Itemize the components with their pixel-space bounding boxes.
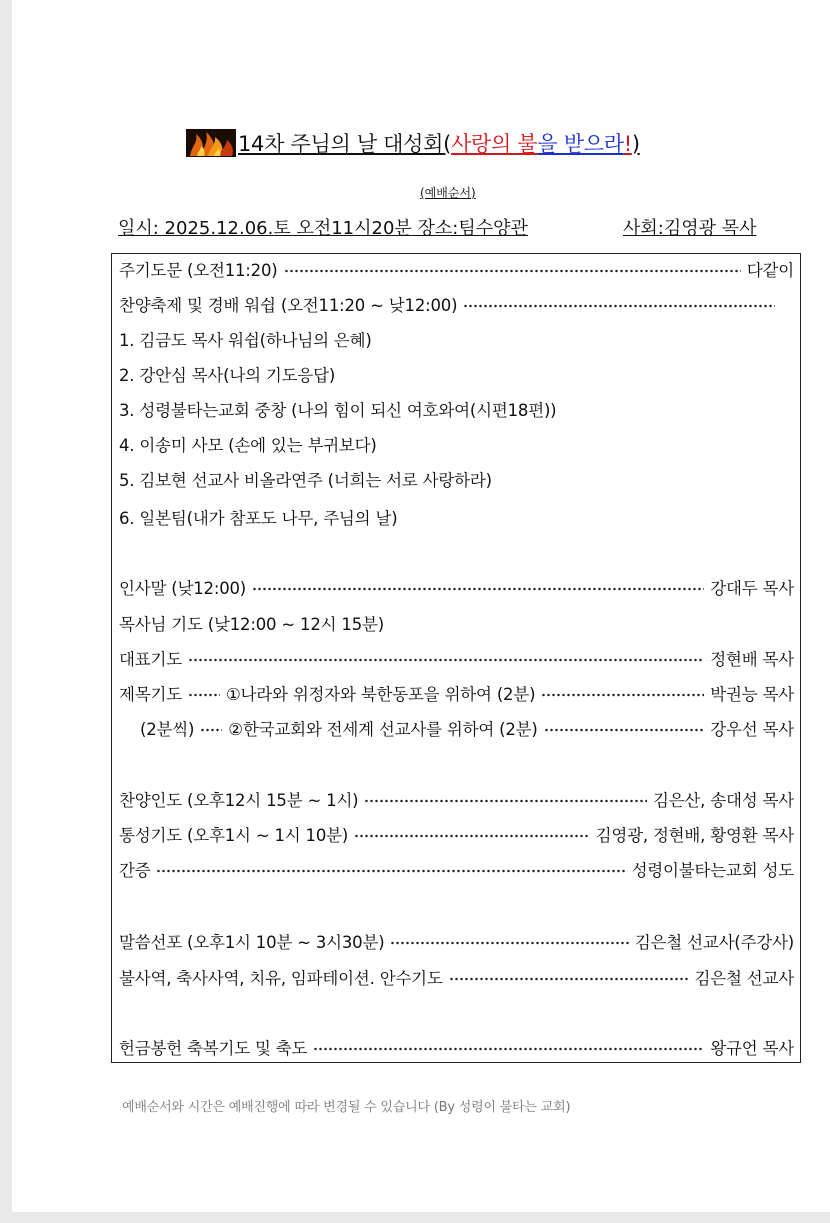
item-text: 6. 일본팀(내가 참포도 나무, 주님의 날) — [119, 509, 398, 528]
title-open-paren: ( — [443, 132, 452, 156]
item-leader: 강우선 목사 — [710, 720, 794, 739]
program-line — [119, 431, 794, 461]
program-line — [119, 291, 781, 321]
bottom-margin — [0, 1212, 830, 1223]
program-line — [119, 680, 794, 710]
item-mid: ②한국교회와 전세계 선교사를 위하여 (2분) — [228, 720, 538, 739]
item-leader: 정현배 목사 — [710, 650, 794, 669]
leader-dots — [354, 832, 590, 840]
item-leader: 다같이 — [746, 261, 794, 280]
leader-dots — [200, 726, 222, 734]
title-blue-text: 을 받으라 — [537, 132, 624, 156]
title-main: 14차 주님의 날 대성회 — [238, 132, 444, 156]
item-text: 찬양인도 (오후12시 15분 ~ 1시) — [119, 791, 359, 810]
program-line — [119, 786, 794, 816]
leader-dots — [252, 585, 704, 593]
item-leader: 왕규언 목사 — [710, 1039, 794, 1058]
item-text: 불사역, 축사사역, 치유, 임파테이션. 안수기도 — [119, 969, 443, 988]
fire-logo-icon — [186, 129, 236, 157]
program-line — [119, 326, 794, 356]
program-line — [119, 856, 794, 886]
item-text: 통성기도 (오후1시 ~ 1시 10분) — [119, 826, 349, 845]
leader-dots — [188, 691, 220, 699]
item-mid: ①나라와 위정자와 북한동포을 위하여 (2분) — [225, 685, 536, 704]
program-line — [140, 715, 794, 745]
item-text: 헌금봉헌 축복기도 및 축도 — [119, 1039, 308, 1058]
item-leader: 김은산, 송대성 목사 — [652, 791, 794, 810]
leader-dots — [188, 656, 704, 664]
item-text: 말씀선포 (오후1시 10분 ~ 3시30분) — [119, 933, 385, 952]
item-text: 간증 — [119, 861, 151, 880]
program-line — [119, 1034, 794, 1064]
item-text: 4. 이송미 사모 (손에 있는 부귀보다) — [119, 436, 377, 455]
item-text: 찬양축제 및 경배 워쉽 (오전11:20 ~ 낮12:00) — [119, 296, 458, 315]
program-line — [119, 396, 794, 426]
item-text: (2분씩) — [140, 720, 195, 739]
leader-dots — [284, 267, 741, 275]
host-name: 사회:김영광 목사 — [623, 218, 757, 239]
item-text: 주기도문 (오전11:20) — [119, 261, 278, 280]
left-margin — [0, 0, 12, 1223]
leader-dots — [463, 302, 775, 310]
leader-dots — [313, 1045, 704, 1053]
item-text: 2. 강안심 목사(나의 기도응답) — [119, 366, 336, 385]
item-leader: 김영광, 정현배, 황영환 목사 — [595, 826, 794, 845]
program-line — [119, 574, 794, 604]
document-title — [186, 124, 806, 164]
item-leader: 성령이불타는교회 성도 — [631, 861, 794, 880]
subtitle: (예배순서) — [420, 186, 476, 200]
leader-dots — [544, 726, 705, 734]
program-line — [119, 256, 794, 286]
program-line — [119, 466, 794, 496]
item-text: 3. 성령불타는교회 중창 (나의 힘이 되신 여호와여(시편18편)) — [119, 401, 557, 420]
date-location: 일시: 2025.12.06.토 오전11시20분 장소:팀수양관 — [118, 218, 528, 239]
item-text: 제목기도 — [119, 685, 182, 704]
title-red-text: 사랑의 불 — [451, 132, 538, 156]
item-text: 5. 김보현 선교사 비올라연주 (너희는 서로 사랑하라) — [119, 471, 492, 490]
title-exclaim: ! — [623, 132, 632, 156]
leader-dots — [364, 797, 647, 805]
program-line — [119, 645, 794, 675]
program-line — [119, 928, 794, 958]
program-line — [119, 610, 794, 640]
program-line — [119, 964, 794, 994]
item-leader: 박권능 목사 — [710, 685, 794, 704]
item-text: 대표기도 — [119, 650, 182, 669]
program-line — [119, 821, 794, 851]
title-close-paren: ) — [631, 132, 640, 156]
item-text: 목사님 기도 (낮12:00 ~ 12시 15분) — [119, 615, 384, 634]
leader-dots — [156, 867, 625, 875]
footer-note: 예배순서와 시간은 예배진행에 따라 변경될 수 있습니다 (By 성령이 불타는 교회) — [122, 1100, 571, 1115]
item-leader: 김은철 선교사 — [694, 969, 794, 988]
item-leader: 김은철 선교사(주강사) — [634, 933, 794, 952]
program-line — [119, 361, 794, 391]
program-line — [119, 504, 794, 534]
item-leader: 강대두 목사 — [710, 579, 794, 598]
leader-dots — [390, 939, 628, 947]
item-text: 인사말 (낮12:00) — [119, 579, 247, 598]
leader-dots — [541, 691, 704, 699]
item-text: 1. 김금도 목사 워쉽(하나님의 은혜) — [119, 331, 372, 350]
leader-dots — [449, 975, 689, 983]
